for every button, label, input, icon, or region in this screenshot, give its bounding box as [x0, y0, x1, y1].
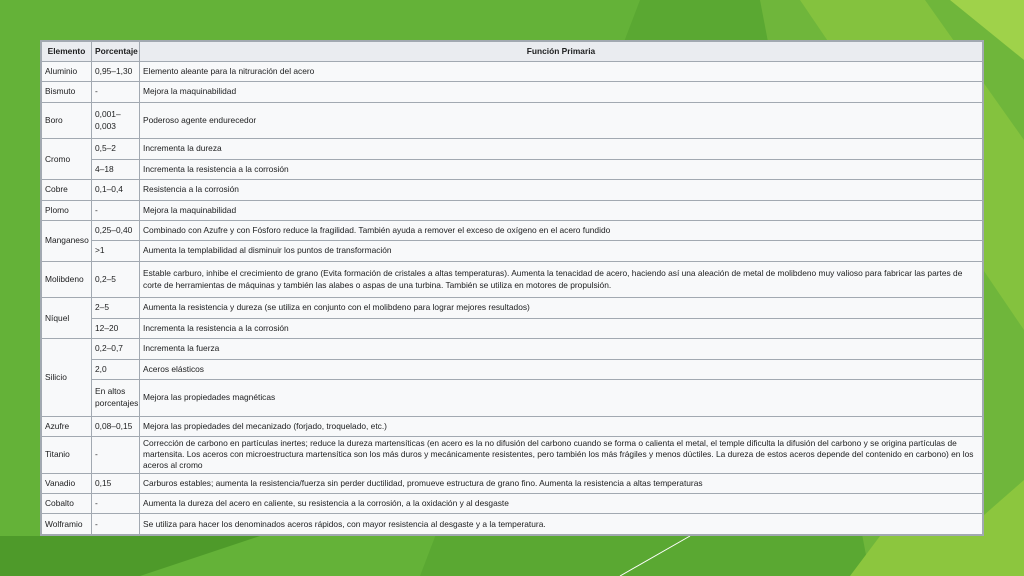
cell-elemento: Níquel	[42, 298, 92, 339]
table-row	[42, 261, 983, 298]
cell-funcion: Aumenta la resistencia y dureza (se utiliza en conjunto con el molibdeno para lograr mejores resultados)	[140, 298, 983, 318]
table-row	[42, 494, 983, 514]
cell-funcion: Mejora las propiedades del mecanizado (forjado, troquelado, etc.)	[140, 416, 983, 436]
cell-elemento: Plomo	[42, 200, 92, 220]
table-row	[42, 159, 983, 179]
header-porcentaje: Porcentaje	[92, 42, 140, 62]
cell-funcion: Incrementa la dureza	[140, 139, 983, 159]
elements-table-container	[40, 40, 984, 536]
cell-porcentaje: -	[92, 436, 140, 473]
cell-funcion: Incrementa la fuerza	[140, 339, 983, 359]
cell-elemento: Vanadio	[42, 473, 92, 493]
table-header-row	[42, 42, 983, 62]
table-row	[42, 220, 983, 240]
cell-porcentaje: 0,001–0,003	[92, 102, 140, 139]
cell-elemento: Wolframio	[42, 514, 92, 535]
cell-porcentaje: -	[92, 200, 140, 220]
header-funcion-primaria: Función Primaria	[140, 42, 983, 62]
table-body	[42, 62, 983, 535]
cell-funcion: Mejora la maquinabilidad	[140, 82, 983, 102]
cell-funcion: Poderoso agente endurecedor	[140, 102, 983, 139]
cell-funcion: Estable carburo, inhibe el crecimiento de grano (Evita formación de cristales a altas temperaturas). Aumenta la tenacidad de acero, haciendo así una aleación de metal de molibdeno muy valioso para fabricar las partes de corte de herramientas de máquinas y también las alabes o aspas de una turbina. También se utiliza en motores de propulsión.	[140, 261, 983, 298]
cell-porcentaje: 0,08–0,15	[92, 416, 140, 436]
elements-table	[41, 41, 983, 535]
cell-elemento: Silicio	[42, 339, 92, 416]
cell-porcentaje: -	[92, 514, 140, 535]
cell-funcion: Elemento aleante para la nitruración del acero	[140, 62, 983, 82]
table-row	[42, 298, 983, 318]
cell-funcion: Carburos estables; aumenta la resistencia/fuerza sin perder ductilidad, promueve estructura de grano fino. Aumenta la resistencia a altas temperaturas	[140, 473, 983, 493]
cell-porcentaje: 0,95–1,30	[92, 62, 140, 82]
cell-elemento: Molibdeno	[42, 261, 92, 298]
table-row	[42, 180, 983, 200]
cell-porcentaje: -	[92, 82, 140, 102]
cell-porcentaje: 0,25–0,40	[92, 220, 140, 240]
cell-porcentaje: 0,2–5	[92, 261, 140, 298]
cell-porcentaje: >1	[92, 241, 140, 261]
table-row	[42, 102, 983, 139]
cell-porcentaje: 0,1–0,4	[92, 180, 140, 200]
table-row	[42, 62, 983, 82]
table-row	[42, 436, 983, 473]
table-row	[42, 359, 983, 379]
cell-porcentaje: 12–20	[92, 318, 140, 338]
cell-funcion: Corrección de carbono en partículas inertes; reduce la dureza martensíticas (en acero es la no difusión del carbono cuando se forma o calienta el metal, el temple dificulta la difusión del carbono y se origina partículas de martensita. Los aceros con microestructura martensítica son los más duros y mecánicamente resistentes, pero también los más frágiles y menos dúctiles. La dureza de estos aceros depende del contenido en carbono) en los aceros al cromo	[140, 436, 983, 473]
table-row	[42, 416, 983, 436]
cell-funcion: Se utiliza para hacer los denominados aceros rápidos, con mayor resistencia al desgaste y a la temperatura.	[140, 514, 983, 535]
header-elemento: Elemento	[42, 42, 92, 62]
cell-porcentaje: 0,2–0,7	[92, 339, 140, 359]
table-row	[42, 200, 983, 220]
table-row	[42, 139, 983, 159]
cell-elemento: Manganeso	[42, 220, 92, 261]
cell-porcentaje: -	[92, 494, 140, 514]
cell-elemento: Boro	[42, 102, 92, 139]
cell-elemento: Aluminio	[42, 62, 92, 82]
table-row	[42, 339, 983, 359]
cell-elemento: Azufre	[42, 416, 92, 436]
cell-funcion: Aceros elásticos	[140, 359, 983, 379]
cell-funcion: Resistencia a la corrosión	[140, 180, 983, 200]
cell-porcentaje: 0,5–2	[92, 139, 140, 159]
cell-elemento: Cromo	[42, 139, 92, 180]
cell-porcentaje: 2–5	[92, 298, 140, 318]
cell-elemento: Bismuto	[42, 82, 92, 102]
cell-porcentaje: 0,15	[92, 473, 140, 493]
cell-elemento: Cobalto	[42, 494, 92, 514]
cell-funcion: Mejora las propiedades magnéticas	[140, 379, 983, 416]
table-row	[42, 318, 983, 338]
cell-funcion: Aumenta la templabilidad al disminuir los puntos de transformación	[140, 241, 983, 261]
table-row	[42, 379, 983, 416]
table-row	[42, 514, 983, 535]
table-row	[42, 82, 983, 102]
cell-elemento: Cobre	[42, 180, 92, 200]
table-row	[42, 473, 983, 493]
cell-funcion: Incrementa la resistencia a la corrosión	[140, 318, 983, 338]
cell-funcion: Incrementa la resistencia a la corrosión	[140, 159, 983, 179]
cell-porcentaje: En altos porcentajes	[92, 379, 140, 416]
cell-porcentaje: 2,0	[92, 359, 140, 379]
cell-funcion: Combinado con Azufre y con Fósforo reduce la fragilidad. También ayuda a remover el exceso de oxígeno en el acero fundido	[140, 220, 983, 240]
table-row	[42, 241, 983, 261]
cell-porcentaje: 4–18	[92, 159, 140, 179]
cell-elemento: Titanio	[42, 436, 92, 473]
cell-funcion: Aumenta la dureza del acero en caliente, su resistencia a la corrosión, a la oxidación y al desgaste	[140, 494, 983, 514]
cell-funcion: Mejora la maquinabilidad	[140, 200, 983, 220]
